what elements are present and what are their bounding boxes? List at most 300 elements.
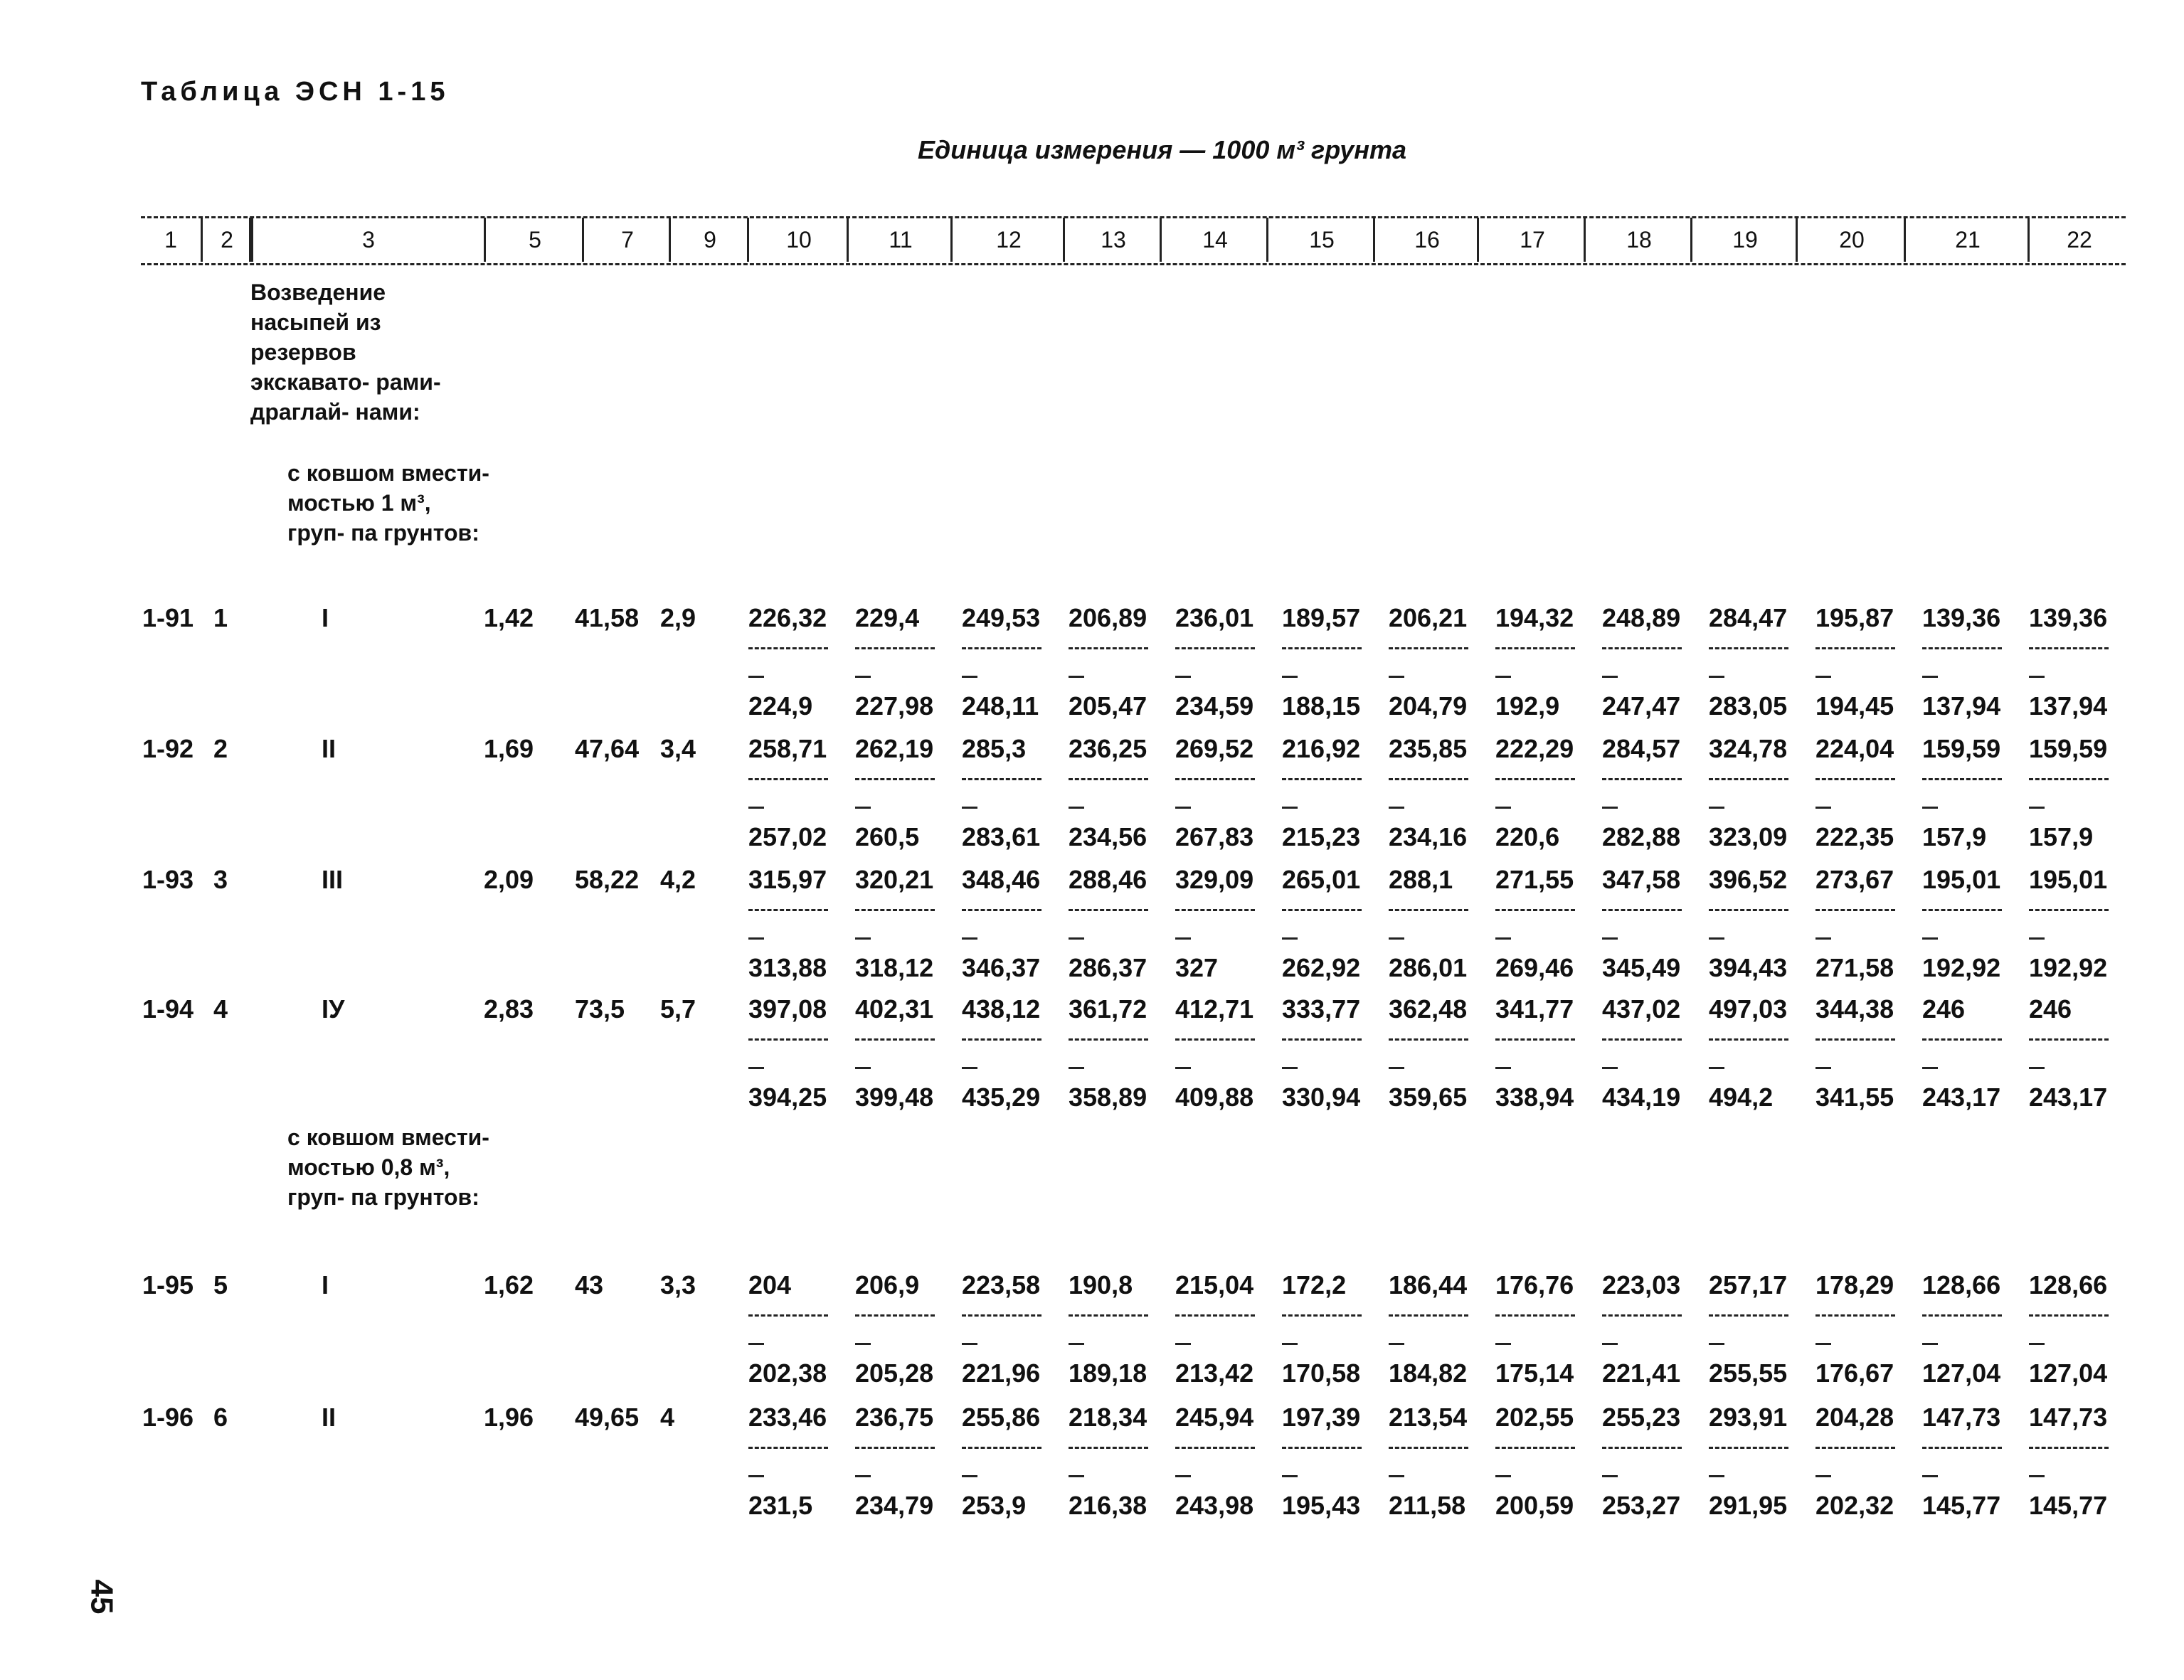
value-top: 190,8 bbox=[1069, 1270, 1133, 1299]
minus-sign bbox=[1815, 1067, 1831, 1069]
minus-sign bbox=[1495, 1067, 1511, 1069]
fraction-line bbox=[962, 1314, 1041, 1317]
minus-sign bbox=[962, 1067, 977, 1069]
fraction-line bbox=[1069, 909, 1148, 911]
value-bottom: 269,46 bbox=[1495, 953, 1574, 982]
minus-sign bbox=[1282, 937, 1298, 940]
value-bottom: 221,41 bbox=[1602, 1359, 1681, 1388]
minus-sign bbox=[1495, 807, 1511, 809]
row-code: 1-96 bbox=[142, 1403, 194, 1432]
fraction-line bbox=[1709, 909, 1788, 911]
minus-sign bbox=[1282, 1475, 1298, 1477]
header-bottom-rule bbox=[141, 263, 2126, 265]
value-top: 195,01 bbox=[2029, 865, 2108, 894]
fraction-line bbox=[1282, 1447, 1362, 1449]
minus-sign bbox=[962, 1475, 977, 1477]
value-bottom: 204,79 bbox=[1389, 691, 1468, 721]
row-number: 3 bbox=[213, 865, 228, 894]
value-bottom: 224,9 bbox=[748, 691, 813, 721]
row-number: 2 bbox=[213, 734, 228, 763]
fraction-line bbox=[1815, 778, 1895, 780]
minus-sign bbox=[748, 1067, 764, 1069]
fraction-line bbox=[1282, 647, 1362, 649]
soil-group: II bbox=[322, 734, 336, 763]
value-top: 361,72 bbox=[1069, 994, 1147, 1024]
fraction-line bbox=[855, 1038, 935, 1041]
value-bottom: 145,77 bbox=[1922, 1491, 2001, 1520]
column-header: 14 bbox=[1160, 218, 1268, 262]
fraction-line bbox=[1495, 1314, 1575, 1317]
column-header: 19 bbox=[1690, 218, 1798, 262]
fraction-line bbox=[855, 1447, 935, 1449]
value-top: 438,12 bbox=[962, 994, 1041, 1024]
value-bottom: 283,61 bbox=[962, 822, 1041, 851]
value-col9: 2,9 bbox=[660, 603, 696, 632]
value-bottom: 175,14 bbox=[1495, 1359, 1574, 1388]
fraction-line bbox=[1922, 1314, 2002, 1317]
minus-sign bbox=[1922, 1343, 1938, 1345]
value-top: 236,75 bbox=[855, 1403, 934, 1432]
column-header: 2 bbox=[201, 218, 253, 262]
fraction-line bbox=[1922, 909, 2002, 911]
fraction-line bbox=[748, 647, 828, 649]
row-number: 5 bbox=[213, 1270, 228, 1299]
fraction-line bbox=[1175, 909, 1255, 911]
minus-sign bbox=[1175, 676, 1191, 678]
value-bottom: 215,23 bbox=[1282, 822, 1361, 851]
value-top: 347,58 bbox=[1602, 865, 1681, 894]
minus-sign bbox=[1389, 1067, 1404, 1069]
fraction-line bbox=[1495, 1447, 1575, 1449]
value-bottom: 313,88 bbox=[748, 953, 827, 982]
value-top: 213,54 bbox=[1389, 1403, 1468, 1432]
value-bottom: 243,17 bbox=[1922, 1083, 2001, 1112]
fraction-line bbox=[1069, 1447, 1148, 1449]
value-bottom: 234,56 bbox=[1069, 822, 1147, 851]
value-top: 139,36 bbox=[2029, 603, 2108, 632]
fraction-line bbox=[748, 778, 828, 780]
column-header: 18 bbox=[1584, 218, 1692, 262]
value-bottom: 323,09 bbox=[1709, 822, 1788, 851]
value-top: 226,32 bbox=[748, 603, 827, 632]
value-top: 206,89 bbox=[1069, 603, 1147, 632]
value-top: 176,76 bbox=[1495, 1270, 1574, 1299]
value-bottom: 271,58 bbox=[1815, 953, 1894, 982]
minus-sign bbox=[1602, 1343, 1618, 1345]
value-bottom: 435,29 bbox=[962, 1083, 1041, 1112]
value-bottom: 330,94 bbox=[1282, 1083, 1361, 1112]
minus-sign bbox=[1922, 1067, 1938, 1069]
value-top: 172,2 bbox=[1282, 1270, 1347, 1299]
value-bottom: 255,55 bbox=[1709, 1359, 1788, 1388]
fraction-line bbox=[962, 1447, 1041, 1449]
value-bottom: 345,49 bbox=[1602, 953, 1681, 982]
minus-sign bbox=[2029, 1343, 2045, 1345]
value-top: 224,04 bbox=[1815, 734, 1894, 763]
minus-sign bbox=[748, 807, 764, 809]
minus-sign bbox=[1922, 807, 1938, 809]
fraction-line bbox=[1602, 647, 1682, 649]
fraction-line bbox=[962, 909, 1041, 911]
column-header: 9 bbox=[669, 218, 749, 262]
value-top: 396,52 bbox=[1709, 865, 1788, 894]
value-top: 329,09 bbox=[1175, 865, 1254, 894]
value-bottom: 359,65 bbox=[1389, 1083, 1468, 1112]
fraction-line bbox=[1282, 909, 1362, 911]
row-number: 1 bbox=[213, 603, 228, 632]
value-top: 273,67 bbox=[1815, 865, 1894, 894]
value-bottom: 338,94 bbox=[1495, 1083, 1574, 1112]
value-bottom: 145,77 bbox=[2029, 1491, 2108, 1520]
fraction-line bbox=[1922, 778, 2002, 780]
value-col5: 1,42 bbox=[484, 603, 534, 632]
value-top: 285,3 bbox=[962, 734, 1027, 763]
minus-sign bbox=[2029, 1475, 2045, 1477]
minus-sign bbox=[1495, 1343, 1511, 1345]
column-header: 15 bbox=[1266, 218, 1375, 262]
fraction-line bbox=[1709, 1038, 1788, 1041]
fraction-line bbox=[1922, 647, 2002, 649]
value-bottom: 170,58 bbox=[1282, 1359, 1361, 1388]
fraction-line bbox=[1602, 909, 1682, 911]
value-top: 202,55 bbox=[1495, 1403, 1574, 1432]
column-header: 16 bbox=[1373, 218, 1479, 262]
fraction-line bbox=[1282, 1038, 1362, 1041]
minus-sign bbox=[855, 1343, 871, 1345]
minus-sign bbox=[1175, 1067, 1191, 1069]
value-bottom: 195,43 bbox=[1282, 1491, 1361, 1520]
minus-sign bbox=[1389, 807, 1404, 809]
fraction-line bbox=[1069, 1314, 1148, 1317]
value-top: 195,87 bbox=[1815, 603, 1894, 632]
value-top: 222,29 bbox=[1495, 734, 1574, 763]
minus-sign bbox=[1069, 1067, 1084, 1069]
value-top: 284,57 bbox=[1602, 734, 1681, 763]
value-top: 348,46 bbox=[962, 865, 1041, 894]
fraction-line bbox=[748, 1038, 828, 1041]
value-top: 288,46 bbox=[1069, 865, 1147, 894]
column-header: 20 bbox=[1796, 218, 1906, 262]
fraction-line bbox=[2029, 1038, 2109, 1041]
value-top: 255,86 bbox=[962, 1403, 1041, 1432]
value-bottom: 157,9 bbox=[1922, 822, 1987, 851]
value-bottom: 127,04 bbox=[2029, 1359, 2108, 1388]
minus-sign bbox=[1602, 937, 1618, 940]
value-top: 246 bbox=[2029, 994, 2072, 1024]
minus-sign bbox=[1602, 1067, 1618, 1069]
row-number: 4 bbox=[213, 994, 228, 1024]
section-heading: Возведение насыпей из резервов экскавато- рами-драглай- нами: bbox=[250, 280, 441, 425]
fraction-line bbox=[855, 778, 935, 780]
value-bottom: 194,45 bbox=[1815, 691, 1894, 721]
minus-sign bbox=[1709, 1067, 1724, 1069]
fraction-line bbox=[962, 1038, 1041, 1041]
fraction-line bbox=[1815, 1314, 1895, 1317]
minus-sign bbox=[1815, 676, 1831, 678]
value-top: 258,71 bbox=[748, 734, 827, 763]
value-bottom: 176,67 bbox=[1815, 1359, 1894, 1388]
value-top: 236,25 bbox=[1069, 734, 1147, 763]
fraction-line bbox=[2029, 778, 2109, 780]
minus-sign bbox=[1602, 1475, 1618, 1477]
minus-sign bbox=[1282, 1067, 1298, 1069]
value-bottom: 234,79 bbox=[855, 1491, 934, 1520]
value-bottom: 231,5 bbox=[748, 1491, 813, 1520]
value-top: 437,02 bbox=[1602, 994, 1681, 1024]
value-top: 257,17 bbox=[1709, 1270, 1788, 1299]
value-bottom: 282,88 bbox=[1602, 822, 1681, 851]
value-top: 204,28 bbox=[1815, 1403, 1894, 1432]
value-top: 215,04 bbox=[1175, 1270, 1254, 1299]
value-top: 265,01 bbox=[1282, 865, 1361, 894]
soil-group: II bbox=[322, 1403, 336, 1432]
value-bottom: 253,27 bbox=[1602, 1491, 1681, 1520]
value-top: 189,57 bbox=[1282, 603, 1361, 632]
fraction-line bbox=[2029, 1447, 2109, 1449]
value-top: 147,73 bbox=[1922, 1403, 2001, 1432]
row-code: 1-94 bbox=[142, 994, 194, 1024]
value-bottom: 243,17 bbox=[2029, 1083, 2108, 1112]
minus-sign bbox=[1069, 676, 1084, 678]
value-top: 269,52 bbox=[1175, 734, 1254, 763]
minus-sign bbox=[1282, 1343, 1298, 1345]
value-top: 216,92 bbox=[1282, 734, 1361, 763]
value-bottom: 202,32 bbox=[1815, 1491, 1894, 1520]
value-top: 194,32 bbox=[1495, 603, 1574, 632]
minus-sign bbox=[1175, 1343, 1191, 1345]
fraction-line bbox=[1175, 778, 1255, 780]
value-bottom: 227,98 bbox=[855, 691, 934, 721]
row-number: 6 bbox=[213, 1403, 228, 1432]
value-bottom: 221,96 bbox=[962, 1359, 1041, 1388]
column-header: 21 bbox=[1904, 218, 2030, 262]
value-top: 333,77 bbox=[1282, 994, 1361, 1024]
value-col7: 49,65 bbox=[575, 1403, 640, 1432]
fraction-line bbox=[962, 778, 1041, 780]
fraction-line bbox=[748, 1314, 828, 1317]
value-top: 233,46 bbox=[748, 1403, 827, 1432]
row-code: 1-92 bbox=[142, 734, 194, 763]
value-col5: 2,09 bbox=[484, 865, 534, 894]
minus-sign bbox=[855, 1067, 871, 1069]
value-bottom: 137,94 bbox=[2029, 691, 2108, 721]
value-top: 206,21 bbox=[1389, 603, 1468, 632]
value-bottom: 234,16 bbox=[1389, 822, 1468, 851]
minus-sign bbox=[962, 676, 977, 678]
value-col7: 47,64 bbox=[575, 734, 640, 763]
value-top: 271,55 bbox=[1495, 865, 1574, 894]
value-bottom: 127,04 bbox=[1922, 1359, 2001, 1388]
minus-sign bbox=[1709, 676, 1724, 678]
column-header: 10 bbox=[747, 218, 849, 262]
value-bottom: 192,92 bbox=[1922, 953, 2001, 982]
value-bottom: 286,01 bbox=[1389, 953, 1468, 982]
value-bottom: 327 bbox=[1175, 953, 1219, 982]
fraction-line bbox=[1815, 909, 1895, 911]
value-top: 497,03 bbox=[1709, 994, 1788, 1024]
soil-group: III bbox=[322, 865, 344, 894]
value-bottom: 494,2 bbox=[1709, 1083, 1774, 1112]
fraction-line bbox=[1602, 1038, 1682, 1041]
value-col5: 1,69 bbox=[484, 734, 534, 763]
minus-sign bbox=[1069, 937, 1084, 940]
value-col7: 43 bbox=[575, 1270, 604, 1299]
value-bottom: 213,42 bbox=[1175, 1359, 1254, 1388]
value-bottom: 202,38 bbox=[748, 1359, 827, 1388]
minus-sign bbox=[748, 676, 764, 678]
value-bottom: 283,05 bbox=[1709, 691, 1788, 721]
column-header: 11 bbox=[847, 218, 953, 262]
fraction-line bbox=[1495, 778, 1575, 780]
fraction-line bbox=[748, 1447, 828, 1449]
fraction-line bbox=[1175, 1447, 1255, 1449]
value-bottom: 137,94 bbox=[1922, 691, 2001, 721]
fraction-line bbox=[1282, 778, 1362, 780]
fraction-line bbox=[1175, 1038, 1255, 1041]
fraction-line bbox=[1495, 1038, 1575, 1041]
fraction-line bbox=[1389, 909, 1468, 911]
value-bottom: 286,37 bbox=[1069, 953, 1147, 982]
column-header: 13 bbox=[1063, 218, 1162, 262]
fraction-line bbox=[1389, 1447, 1468, 1449]
minus-sign bbox=[1602, 807, 1618, 809]
fraction-line bbox=[1602, 1447, 1682, 1449]
value-top: 320,21 bbox=[855, 865, 934, 894]
value-bottom: 192,9 bbox=[1495, 691, 1560, 721]
minus-sign bbox=[1709, 1343, 1724, 1345]
fraction-line bbox=[1175, 1314, 1255, 1317]
value-col7: 41,58 bbox=[575, 603, 640, 632]
fraction-line bbox=[1709, 1314, 1788, 1317]
fraction-line bbox=[1069, 1038, 1148, 1041]
fraction-line bbox=[1389, 647, 1468, 649]
value-top: 204 bbox=[748, 1270, 792, 1299]
value-bottom: 211,58 bbox=[1389, 1491, 1466, 1520]
value-top: 159,59 bbox=[2029, 734, 2108, 763]
minus-sign bbox=[1389, 676, 1404, 678]
value-bottom: 200,59 bbox=[1495, 1491, 1574, 1520]
minus-sign bbox=[1709, 937, 1724, 940]
fraction-line bbox=[1709, 1447, 1788, 1449]
value-bottom: 434,19 bbox=[1602, 1083, 1681, 1112]
section-subheading: с ковшом вмести- мостью 1 м³, груп- па грунтов: bbox=[287, 460, 489, 546]
value-top: 315,97 bbox=[748, 865, 827, 894]
row-code: 1-95 bbox=[142, 1270, 194, 1299]
minus-sign bbox=[1282, 807, 1298, 809]
fraction-line bbox=[1815, 1447, 1895, 1449]
minus-sign bbox=[855, 807, 871, 809]
value-bottom: 189,18 bbox=[1069, 1359, 1147, 1388]
soil-group: I bbox=[322, 603, 329, 632]
value-top: 245,94 bbox=[1175, 1403, 1254, 1432]
value-bottom: 267,83 bbox=[1175, 822, 1254, 851]
fraction-line bbox=[1282, 1314, 1362, 1317]
value-bottom: 205,47 bbox=[1069, 691, 1147, 721]
fraction-line bbox=[1175, 647, 1255, 649]
value-bottom: 341,55 bbox=[1815, 1083, 1894, 1112]
minus-sign bbox=[1282, 676, 1298, 678]
minus-sign bbox=[1815, 1343, 1831, 1345]
value-top: 341,77 bbox=[1495, 994, 1574, 1024]
minus-sign bbox=[2029, 1067, 2045, 1069]
fraction-line bbox=[748, 909, 828, 911]
minus-sign bbox=[1922, 937, 1938, 940]
page-number: 45 bbox=[84, 1579, 120, 1615]
value-top: 235,85 bbox=[1389, 734, 1468, 763]
value-top: 147,73 bbox=[2029, 1403, 2108, 1432]
fraction-line bbox=[1495, 909, 1575, 911]
section-subheading: с ковшом вмести- мостью 0,8 м³, груп- па грунтов: bbox=[287, 1125, 489, 1210]
minus-sign bbox=[1069, 1475, 1084, 1477]
fraction-line bbox=[2029, 647, 2109, 649]
value-col5: 1,62 bbox=[484, 1270, 534, 1299]
minus-sign bbox=[1815, 1475, 1831, 1477]
value-bottom: 216,38 bbox=[1069, 1491, 1147, 1520]
minus-sign bbox=[855, 1475, 871, 1477]
minus-sign bbox=[1709, 1475, 1724, 1477]
minus-sign bbox=[1069, 807, 1084, 809]
value-bottom: 247,47 bbox=[1602, 691, 1681, 721]
fraction-line bbox=[1495, 647, 1575, 649]
value-top: 197,39 bbox=[1282, 1403, 1361, 1432]
row-code: 1-91 bbox=[142, 603, 194, 632]
minus-sign bbox=[1175, 937, 1191, 940]
minus-sign bbox=[1922, 1475, 1938, 1477]
value-bottom: 248,11 bbox=[962, 691, 1039, 721]
fraction-line bbox=[1389, 778, 1468, 780]
minus-sign bbox=[1175, 1475, 1191, 1477]
value-bottom: 409,88 bbox=[1175, 1083, 1254, 1112]
value-bottom: 358,89 bbox=[1069, 1083, 1147, 1112]
fraction-line bbox=[1815, 647, 1895, 649]
value-bottom: 394,25 bbox=[748, 1083, 827, 1112]
minus-sign bbox=[2029, 937, 2045, 940]
value-bottom: 157,9 bbox=[2029, 822, 2094, 851]
value-bottom: 243,98 bbox=[1175, 1491, 1254, 1520]
value-top: 324,78 bbox=[1709, 734, 1788, 763]
value-top: 223,03 bbox=[1602, 1270, 1681, 1299]
value-top: 249,53 bbox=[962, 603, 1041, 632]
value-bottom: 291,95 bbox=[1709, 1491, 1788, 1520]
fraction-line bbox=[1709, 647, 1788, 649]
value-top: 344,38 bbox=[1815, 994, 1894, 1024]
soil-group: IУ bbox=[322, 994, 345, 1024]
column-header: 5 bbox=[484, 218, 584, 262]
minus-sign bbox=[2029, 676, 2045, 678]
value-bottom: 253,9 bbox=[962, 1491, 1027, 1520]
value-top: 246 bbox=[1922, 994, 1966, 1024]
fraction-line bbox=[855, 647, 935, 649]
value-bottom: 192,92 bbox=[2029, 953, 2108, 982]
column-header: 12 bbox=[950, 218, 1065, 262]
minus-sign bbox=[1815, 807, 1831, 809]
minus-sign bbox=[1495, 1475, 1511, 1477]
minus-sign bbox=[1069, 1343, 1084, 1345]
fraction-line bbox=[855, 909, 935, 911]
minus-sign bbox=[748, 1343, 764, 1345]
minus-sign bbox=[855, 676, 871, 678]
minus-sign bbox=[1922, 676, 1938, 678]
minus-sign bbox=[1495, 676, 1511, 678]
minus-sign bbox=[1175, 807, 1191, 809]
value-top: 402,31 bbox=[855, 994, 934, 1024]
fraction-line bbox=[962, 647, 1041, 649]
value-top: 412,71 bbox=[1175, 994, 1254, 1024]
column-header: 7 bbox=[582, 218, 671, 262]
value-bottom: 222,35 bbox=[1815, 822, 1894, 851]
value-top: 262,19 bbox=[855, 734, 934, 763]
value-top: 186,44 bbox=[1389, 1270, 1468, 1299]
